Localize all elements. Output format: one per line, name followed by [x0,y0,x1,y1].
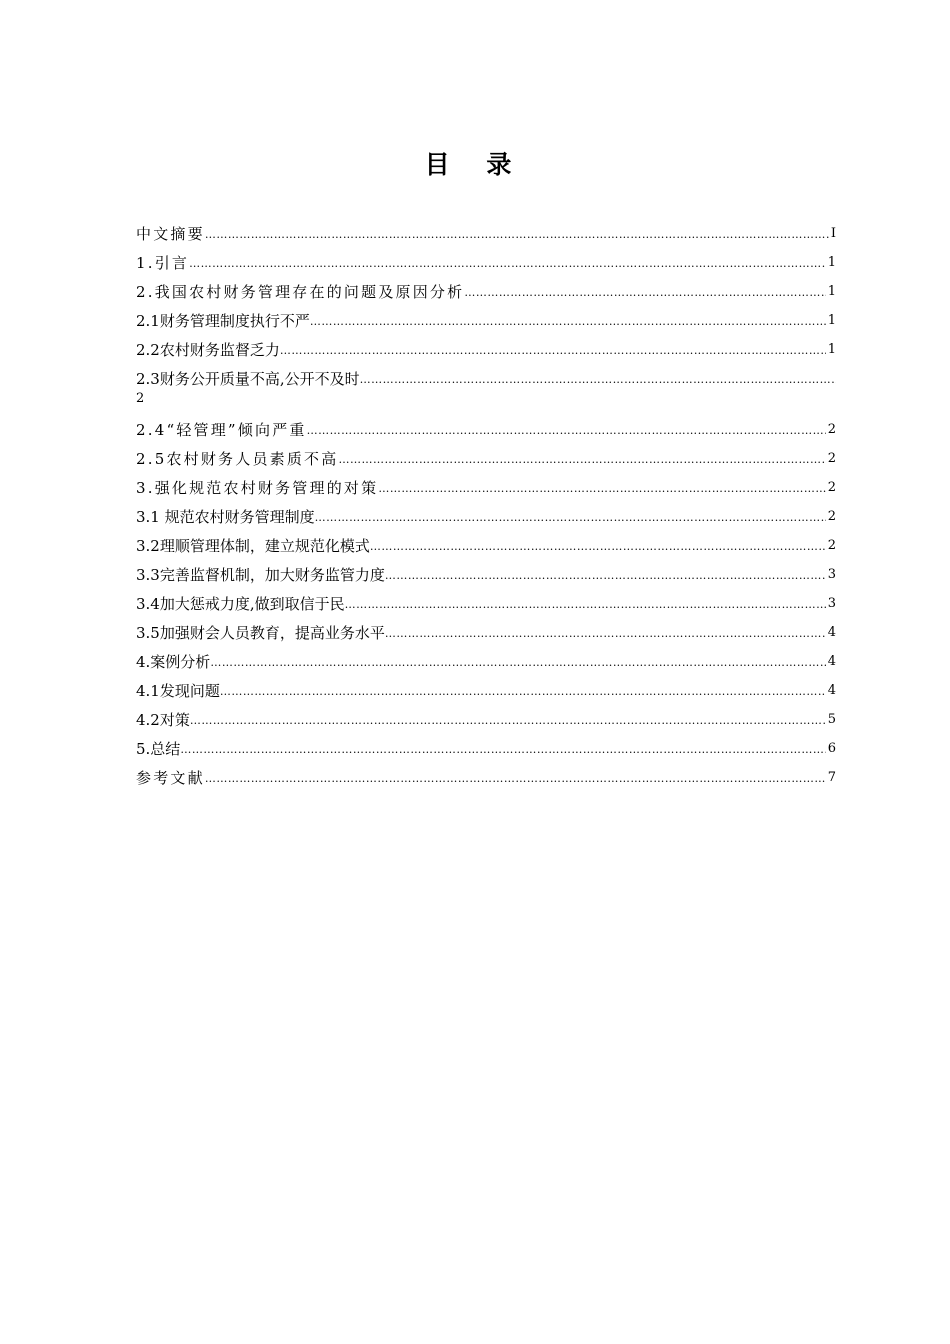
toc-entry-page: 6 [827,741,836,756]
page-title: 目 录 [424,150,526,179]
toc-leader-dots [464,283,825,303]
toc-entry-2-2[interactable] [136,331,836,360]
toc-entry-2-4[interactable] [136,418,836,440]
toc-entry-page: 5 [827,712,836,727]
toc-entry-label: 5.总结 [136,740,181,758]
toc-entry-abstract[interactable] [136,215,836,244]
toc-entry-page: 4 [827,683,836,698]
toc-leader-dots [385,624,826,644]
toc-entry-page: 3 [827,567,836,582]
toc-leader-dots [190,711,826,731]
toc-entry-label: 参考文献 [136,769,205,787]
toc-leader-dots [210,653,825,673]
toc-entry-label: 3.5加强财会人员教育，提高业务水平 [136,624,385,642]
toc-entry-page: 2 [827,480,836,495]
toc-entry-3-2[interactable] [136,527,836,556]
toc-entry-label: 2.2农村财务监督乏力 [136,341,280,359]
toc-entry-page: 2 [827,509,836,524]
toc-entry-label: 4.案例分析 [136,653,211,671]
toc-entry-page: 1 [827,342,836,357]
toc-entry-page: 2 [827,422,836,437]
toc-entry-label: 2.1财务管理制度执行不严 [136,312,310,330]
toc-entry-page: 1 [827,255,836,270]
toc-leader-dots [189,254,826,274]
toc-entry-page: 2 [136,391,145,406]
toc-entry-3-4[interactable] [136,585,836,614]
toc-entry-label: 中文摘要 [136,225,205,243]
toc-leader-dots [205,769,826,789]
toc-entry-label: 1.引言 [136,254,190,272]
table-of-contents [136,215,836,788]
toc-leader-dots [338,450,825,470]
toc-leader-dots [360,370,836,390]
toc-entry-5[interactable] [136,730,836,759]
toc-entry-page: 1 [827,284,836,299]
toc-entry-4-1[interactable] [136,672,836,701]
toc-entry-page: 4 [827,654,836,669]
toc-entry-label: 4.2对策 [136,711,190,729]
toc-entry-label: 2.3财务公开质量不高,公开不及时 [136,370,360,388]
toc-entry-2[interactable] [136,273,836,302]
toc-entry-page: 2 [827,451,836,466]
toc-entry-2-5[interactable] [136,440,836,469]
toc-entry-page: 2 [827,538,836,553]
toc-leader-dots [378,479,825,499]
toc-entry-label: 3.3完善监督机制，加大财务监管力度 [136,566,385,584]
toc-entry-page: 1 [827,313,836,328]
toc-entry-3[interactable] [136,469,836,498]
toc-entry-2-1[interactable] [136,302,836,331]
toc-entry-3-3[interactable] [136,556,836,585]
toc-entry-page: 4 [827,625,836,640]
toc-leader-dots [315,508,826,528]
toc-entry-label: 4.1发现问题 [136,682,220,700]
toc-entry-1[interactable] [136,244,836,273]
toc-entry-label: 3.4加大惩戒力度,做到取信于民 [136,595,345,613]
toc-entry-label: 2.我国农村财务管理存在的问题及原因分析 [136,283,465,301]
toc-entry-2-3[interactable] [136,360,836,418]
toc-entry-4[interactable] [136,643,836,672]
toc-entry-3-5[interactable] [136,614,836,643]
toc-entry-page: I [830,226,836,241]
toc-leader-dots [345,595,826,615]
toc-entry-4-2[interactable] [136,701,836,730]
toc-leader-dots [370,537,826,557]
toc-leader-dots [307,421,826,441]
toc-leader-dots [205,225,829,245]
toc-entry-label: 2.4“轻管理”倾向严重 [136,421,307,439]
toc-entry-label: 3.2理顺管理体制，建立规范化模式 [136,537,370,555]
toc-leader-dots [180,740,825,760]
toc-entry-label: 2.5农村财务人员素质不高 [136,450,339,468]
toc-entry-references[interactable] [136,759,836,788]
toc-entry-3-1[interactable] [136,498,836,527]
toc-leader-dots [280,341,826,361]
toc-leader-dots [220,682,826,702]
toc-entry-label: 3.1 规范农村财务管理制度 [136,508,315,526]
toc-leader-dots [310,312,826,332]
toc-entry-page: 3 [827,596,836,611]
toc-entry-page: 7 [827,770,836,785]
toc-leader-dots [385,566,826,586]
toc-entry-label: 3.强化规范农村财务管理的对策 [136,479,379,497]
